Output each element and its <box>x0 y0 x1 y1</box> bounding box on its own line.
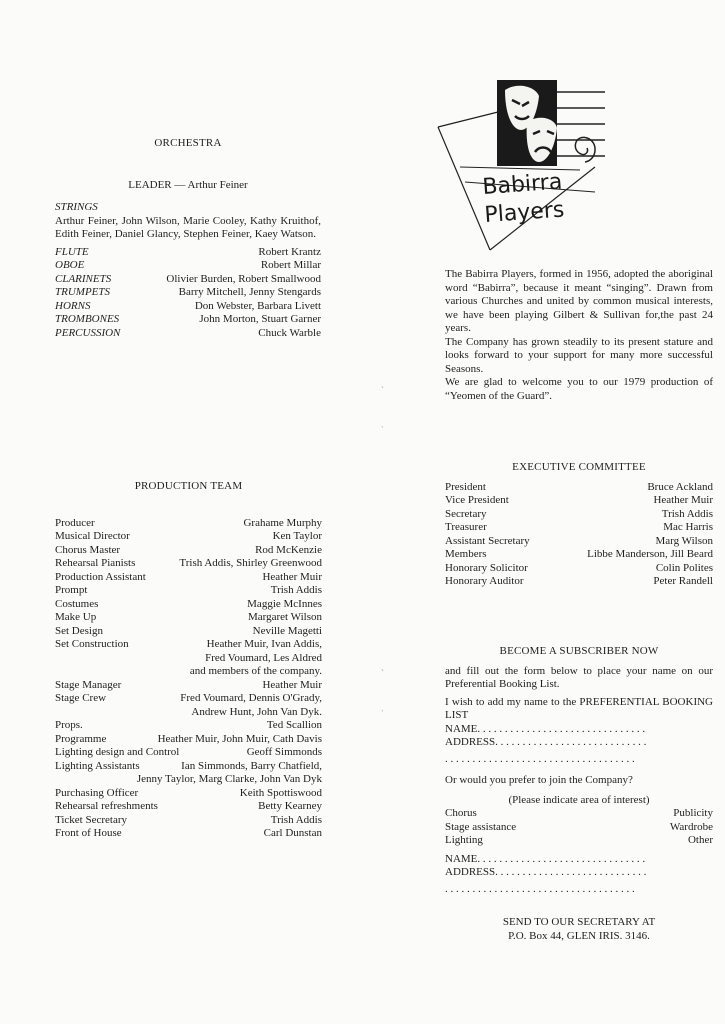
join-question: Or would you prefer to join the Company? <box>445 774 633 786</box>
orchestra-row: CLARINETS Olivier Burden, Robert Smallwood <box>55 272 321 285</box>
name-field-2[interactable]: NAME. . . . . . . . . . . . . . . . . . . . . . . . . . . . . . . <box>445 852 646 865</box>
production-row: Costumes Maggie McInnes <box>55 597 322 610</box>
fold-mark: ˎ <box>381 378 384 388</box>
interest-row[interactable]: Stage assistance Wardrobe <box>445 820 713 833</box>
svg-text:Players: Players <box>483 197 566 228</box>
orchestra-leader: LEADER — Arthur Feiner <box>128 178 248 191</box>
production-row: Producer Grahame Murphy <box>55 516 322 529</box>
about-section <box>445 268 713 403</box>
production-row: Stage Manager Heather Muir <box>55 678 322 691</box>
production-row: Stage Crew Fred Voumard, Dennis O'Grady, <box>55 692 322 704</box>
strings-text: Arthur Feiner, John Wilson, Marie Cooley, Kathy Kruithof, Edith Feiner, Daniel Glancy, Stephen Feiner, Kaey Watson. <box>55 214 321 240</box>
production-row: Programme Heather Muir, John Muir, Cath Davis <box>55 732 322 745</box>
production-row: Musical Director Ken Taylor <box>55 530 322 542</box>
orchestra-row: FLUTE Robert Krantz <box>55 245 321 258</box>
svg-text:Babirra: Babirra <box>481 169 564 200</box>
production-section <box>55 480 322 841</box>
production-row: Lighting design and Control Geoff Simmonds <box>55 746 322 758</box>
fold-mark: ˑ <box>381 707 384 717</box>
executive-rows <box>445 481 713 589</box>
production-row: and members of the company. <box>189 665 322 677</box>
orchestra-row: PERCUSSION Chuck Warble <box>55 326 321 339</box>
production-row: Production Assistant Heather Muir <box>55 570 322 583</box>
interest-row[interactable]: Chorus Publicity <box>445 807 713 819</box>
executive-section <box>445 461 713 589</box>
production-row: Front of House Carl Dunstan <box>55 827 322 839</box>
executive-row: Honorary Solicitor Colin Polites <box>445 561 713 574</box>
executive-row: Assistant Secretary Marg Wilson <box>445 534 713 547</box>
orchestra-row: TROMBONES John Morton, Stuart Garner <box>55 313 321 325</box>
address-line-2[interactable]: . . . . . . . . . . . . . . . . . . . . . . . . . . . . . . . . . . . <box>445 882 635 895</box>
indicate-note: (Please indicate area of interest) <box>508 793 650 806</box>
subscriber-section <box>445 645 713 943</box>
executive-row: Secretary Trish Addis <box>445 507 713 520</box>
po-box-line: P.O. Box 44, GLEN IRIS. 3146. <box>508 929 650 942</box>
name-field-1[interactable]: NAME. . . . . . . . . . . . . . . . . . . . . . . . . . . . . . . <box>445 722 646 735</box>
production-row: Ticket Secretary Trish Addis <box>55 813 322 826</box>
masks-logo-icon <box>435 72 605 252</box>
executive-row: Treasurer Mac Harris <box>445 521 713 533</box>
production-row: Make Up Margaret Wilson <box>55 611 322 623</box>
production-rows <box>55 517 322 841</box>
strings-label: STRINGS <box>55 201 98 213</box>
orchestra-row: OBOE Robert Millar <box>55 259 321 271</box>
production-row: Lighting Assistants Ian Simmonds, Barry Chatfield, <box>55 759 322 772</box>
interest-row[interactable]: Lighting Other <box>445 834 713 846</box>
production-row: Set Design Neville Magetti <box>55 624 322 637</box>
about-paragraph-1: The Babirra Players, formed in 1956, adopted the aboriginal word “Babirra”, because it meant “singing”. Drawn from various Churches and united by common musical interests, we have been playing Gilbert & Sullivan for,the past 24 years. <box>445 268 713 334</box>
production-row: Rehearsal Pianists Trish Addis, Shirley Greenwood <box>55 557 322 569</box>
subscriber-wish: I wish to add my name to the PREFERENTIAL BOOKING LIST <box>445 695 713 721</box>
executive-title: EXECUTIVE COMMITTEE <box>512 461 646 473</box>
executive-row: President Bruce Ackland <box>445 480 713 493</box>
production-row: Jenny Taylor, Marg Clarke, John Van Dyk <box>136 773 322 785</box>
about-paragraph-3: We are glad to welcome you to our 1979 production of “Yeomen of the Guard”. <box>445 376 713 402</box>
fold-mark: ˎ <box>381 661 384 671</box>
production-row: Andrew Hunt, John Van Dyk. <box>191 705 322 718</box>
executive-row: Members Libbe Manderson, Jill Beard <box>445 548 713 560</box>
send-to-line: SEND TO OUR SECRETARY AT <box>502 916 656 928</box>
orchestra-title: ORCHESTRA <box>154 137 222 149</box>
fold-mark: ˑ <box>381 423 384 433</box>
about-paragraph-2: The Company has grown steadily to its present stature and looks forward to your support for many more successful Seasons. <box>445 335 713 375</box>
address-field-2[interactable]: ADDRESS. . . . . . . . . . . . . . . . . . . . . . . . . . . . <box>445 866 647 878</box>
production-row: Fred Voumard, Les Aldred <box>205 651 322 664</box>
executive-row: Vice President Heather Muir <box>445 494 713 506</box>
production-row: Prompt Trish Addis <box>55 584 322 596</box>
orchestra-row: HORNS Don Webster, Barbara Livett <box>55 299 321 312</box>
address-line-1[interactable]: . . . . . . . . . . . . . . . . . . . . . . . . . . . . . . . . . . . <box>445 752 635 765</box>
orchestra-section <box>55 137 321 340</box>
executive-row: Honorary Auditor Peter Randell <box>445 575 713 587</box>
orchestra-row: TRUMPETS Barry Mitchell, Jenny Stengards <box>55 286 321 298</box>
production-row: Purchasing Officer Keith Spottiswood <box>55 786 322 799</box>
orchestra-sections <box>55 246 321 341</box>
subscriber-title: BECOME A SUBSCRIBER NOW <box>499 645 659 657</box>
production-row: Props. Ted Scallion <box>55 719 322 731</box>
production-row: Set Construction Heather Muir, Ivan Addis, <box>55 638 322 650</box>
subscriber-intro: and fill out the form below to place your name on our Preferential Booking List. <box>445 664 713 690</box>
address-field-1[interactable]: ADDRESS. . . . . . . . . . . . . . . . . . . . . . . . . . . . <box>445 736 647 748</box>
production-title: PRODUCTION TEAM <box>134 480 243 492</box>
babirra-players-logo <box>435 72 605 252</box>
production-row: Rehearsal refreshments Betty Kearney <box>55 800 322 812</box>
production-row: Chorus Master Rod McKenzie <box>55 543 322 556</box>
